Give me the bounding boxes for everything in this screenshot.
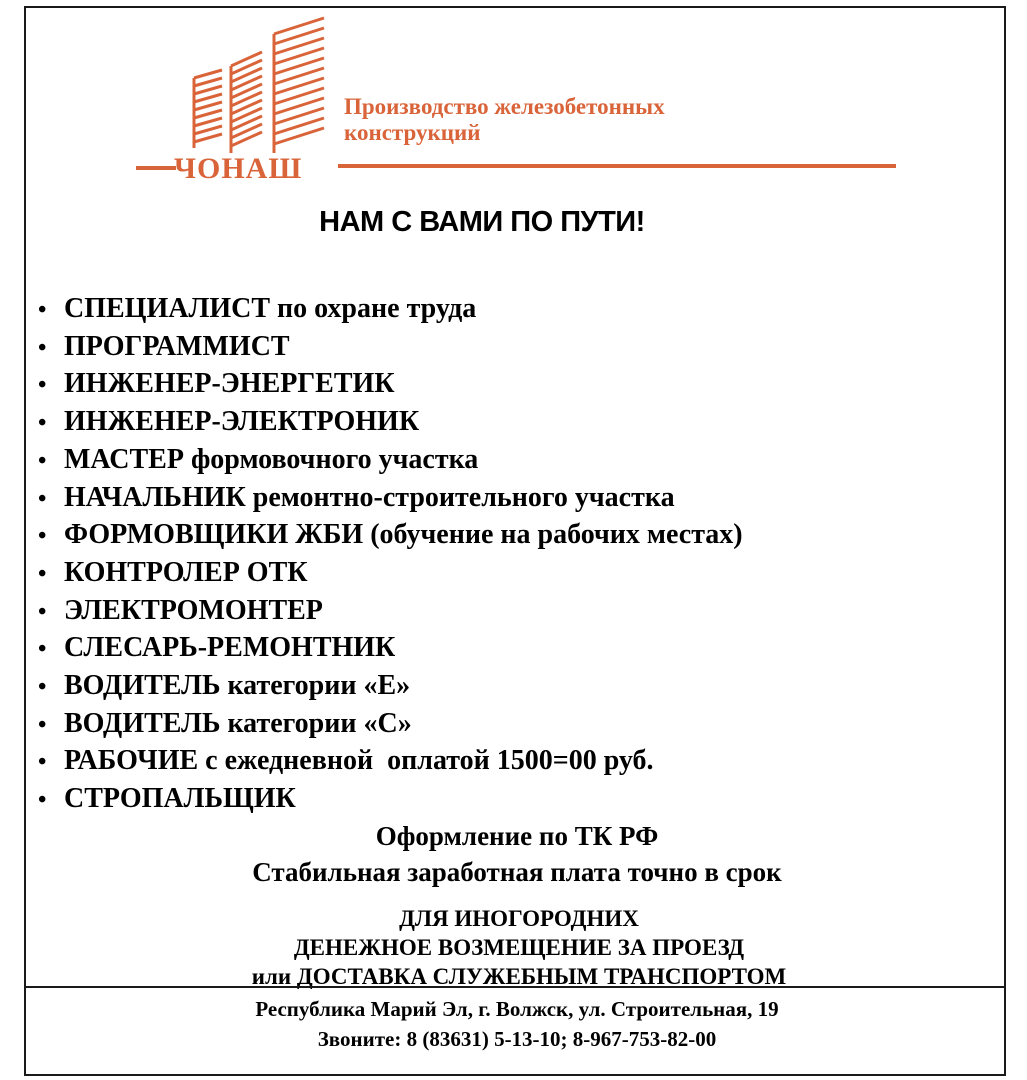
vacancy-list (38, 291, 743, 819)
vacancy-title: ФОРМОВЩИКИ ЖБИ (64, 519, 364, 551)
bullet-icon: • (38, 523, 47, 550)
vacancy-title: ИНЖЕНЕР-ЭЛЕКТРОНИК (64, 406, 420, 438)
list-item (38, 630, 743, 668)
list-item (38, 329, 743, 367)
vacancy-detail: формовочного участка (183, 443, 479, 475)
vacancy-detail: ремонтно-строительного участка (245, 481, 675, 513)
bullet-icon: • (38, 372, 47, 399)
bullet-icon: • (38, 674, 47, 701)
vacancy-title: ВОДИТЕЛЬ (64, 707, 221, 739)
vacancy-title: ПРОГРАММИСТ (64, 330, 290, 362)
vacancy-title: КОНТРОЛЕР ОТК (64, 556, 308, 588)
vacancy-title: ЭЛЕКТРОМОНТЕР (64, 594, 323, 626)
bullet-icon: • (38, 749, 47, 776)
bullet-icon: • (38, 297, 47, 323)
vacancy-title: РАБОЧИЕ (64, 745, 199, 777)
contact-info (26, 994, 1008, 1054)
vacancy-title: МАСТЕР (64, 443, 184, 475)
bullet-icon: • (38, 636, 47, 663)
list-item (38, 593, 743, 631)
employment-terms (26, 818, 1008, 890)
vacancy-title: СЛЕСАРЬ-РЕМОНТНИК (64, 632, 396, 664)
relocation-info (26, 904, 1010, 991)
relocation-line-2: ДЕНЕЖНОЕ ВОЗМЕЩЕНИЕ ЗА ПРОЕЗД (293, 935, 745, 960)
list-item (38, 555, 743, 593)
company-tagline-1: Производство железобетонных (344, 94, 665, 119)
terms-line-2: Стабильная заработная плата точно в срок (252, 857, 782, 887)
vacancy-title: НАЧАЛЬНИК (64, 481, 246, 513)
list-item (38, 404, 743, 442)
vacancy-detail: по охране труда (270, 293, 477, 324)
list-item (38, 781, 743, 819)
list-item (38, 517, 743, 555)
vacancy-detail: с ежедневной оплатой 1500=00 руб. (198, 745, 654, 777)
vacancy-title: СТРОПАЛЬЩИК (64, 783, 296, 815)
poster-frame (24, 6, 1006, 1076)
bullet-icon: • (38, 410, 47, 437)
vacancy-detail: (обучение на рабочих местах) (363, 519, 743, 551)
vacancy-title: ВОДИТЕЛЬ (64, 670, 221, 702)
bullet-icon: • (38, 711, 47, 738)
slogan-heading: НАМ С ВАМИ ПО ПУТИ! (319, 206, 645, 238)
list-item (38, 668, 743, 706)
address: Республика Марий Эл, г. Волжск, ул. Строительная, 19 (255, 997, 779, 1021)
vacancy-title: ИНЖЕНЕР-ЭНЕРГЕТИК (64, 368, 395, 400)
bullet-icon: • (38, 598, 47, 625)
list-item (38, 291, 743, 329)
bullet-icon: • (38, 334, 47, 361)
brand-name: ЧОНАШ (174, 152, 303, 185)
relocation-line-3: или ДОСТАВКА СЛУЖЕБНЫМ ТРАНСПОРТОМ (251, 964, 787, 989)
list-item (38, 743, 743, 781)
vacancy-detail: категории «С» (220, 707, 412, 739)
company-tagline-2: конструкций (344, 120, 481, 145)
list-item (38, 480, 743, 518)
relocation-line-1: ДЛЯ ИНОГОРОДНИХ (399, 906, 639, 931)
bullet-icon: • (38, 485, 47, 512)
bullet-icon: • (38, 787, 47, 814)
vacancy-title: СПЕЦИАЛИСТ (64, 293, 270, 324)
phone-numbers: Звоните: 8 (83631) 5-13-10; 8-967-753-82-00 (317, 1027, 717, 1051)
footer-divider (26, 986, 1004, 988)
list-item (38, 442, 743, 480)
bullet-icon: • (38, 447, 47, 474)
terms-line-1: Оформление по ТК РФ (375, 821, 659, 851)
bullet-icon: • (38, 560, 47, 587)
vacancy-detail: категории «Е» (220, 670, 411, 702)
list-item (38, 366, 743, 404)
list-item (38, 706, 743, 744)
